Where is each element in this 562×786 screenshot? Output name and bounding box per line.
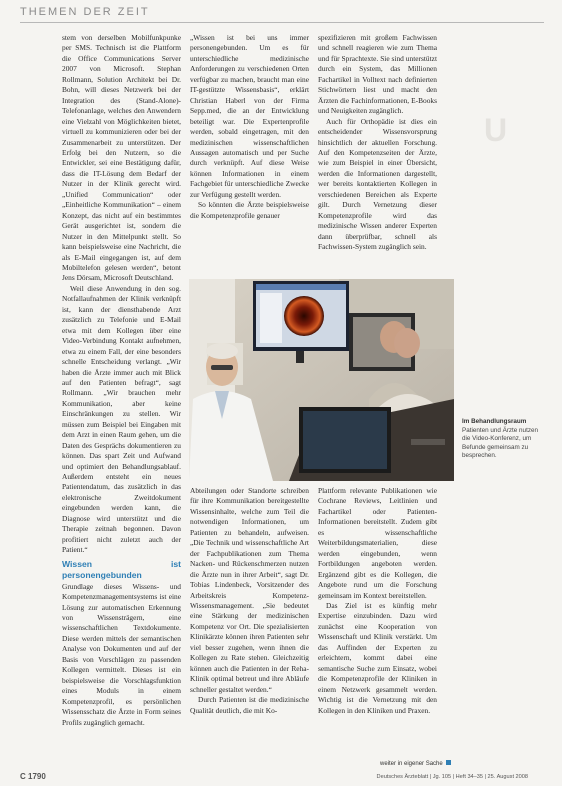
paragraph: stem von derselben Mobilfunkpunke per SMS. Technisch ist die Plattform die Office Communications Server 2007 von Microsoft. Stephan Rollmann, Solution Architekt bei Dr. Bohn, will dieses Netzwerk bei der Integration des (Stand-Alone)-Telefonanlage, welches den Anwendern eine Vielzahl von Möglichkeiten bietet, virtuell zu kommunizieren oder bei der Zusammenarbeit zu unterstützen. Der Erfolg bei den Nutzern, so die Entwickler, sei eine Bestätigung dafür, dass die IT-Lösung dem Bedarf der Nutzer in der Klinik gerecht wird. „Unified Communication“ oder „Einheitliche Kommunikation“ – einem Konzept, das nicht auf ein bestimmtes Gerät ausgerichtet ist, sondern die Nutzer in den Mittelpunkt stellt. So kann beispielsweise eine Nachricht, die als E-Mail eingegangen ist, auf dem Mobiltelefon gelesen werden“, betont Jens Dörsam, Microsoft Deutschland. [62, 33, 181, 283]
section-subheading: Wissen ist personengebunden [62, 558, 181, 580]
paragraph: So könnten die Ärzte beispielsweise die Kompetenzprofile genauer [190, 200, 309, 220]
paragraph: Abteilungen oder Standorte schreiben für ihre Kommunikation bereitgestellte Wissensinhalte, welche zum Teil die notwendigen Informationen, um Patienten zu behandeln, aufweisen. „Die Technik und wissenschaftliche Art der Fachpublikationen zum Thema Nacken- und Rückenschmerzen nutzen die Ärzte nun in ihrer Arbeit“, sagt Dr. Tobias Lindenbeck, Vorsitzender des Arbeitskreis Kompetenz-Wissensmanagement. „Sie bedeutet eine Stärkung der medizinischen Kompetenz vor Ort. Die spezialisierten Klinikärzte können ihren Patienten sehr viel besser zugehen, wenn ihnen die Kollegen zu Rate stehen. Gleichzeitig können auch die Patienten in der Reha-Klinik optimal betreut und ihre Abläufe schneller gestaltet werden.“ [190, 486, 309, 694]
journal-citation: Deutsches Ärzteblatt | Jg. 105 | Heft 34–35 | 25. August 2008 [376, 774, 528, 780]
continued-label: weiter in eigener Sache [380, 761, 443, 767]
article-column-2 [190, 33, 309, 273]
paragraph: Auch für Orthopädie ist dies ein entscheidender Wissensvorsprung hinsichtlich der aktuellen Forschung. Auf den Kompetenzseiten der Ärzte, wie zum Beispiel in einer Übersicht, werden die Informationen dargestellt, wer bereits kontaktierten Kollegen in verschiedenen Bereichen als Experte gilt. Durch Vernetzung dieser Kompetenzprofile wird das medizinische Wissen anderer Experten dann überprüfbar, schnell als Fachwissen-System zugänglich sein. [318, 116, 437, 252]
end-square-icon [446, 760, 451, 765]
article-column-3-lower [318, 486, 437, 762]
paragraph: „Wissen ist bei uns immer personengebunden. Um es für unterschiedliche medizinische Anforderungen zu verschiedenen Orten verfügbar zu machen, braucht man eine IT-gestützte Wissensbasis“, erklärt Christian Haberl von der Firma Sepp.med, die an der Entwicklung beteiligt war. Die Expertenprofile werden, sobald eingetragen, mit den medizinischen wissenschaftlichen Aussagen automatisch und per Suche durch verknüpft. Auf diese Weise können Informationen in einem Fachgebiet für unterschiedliche Zwecke zur Verfügung gestellt werden. [190, 33, 309, 199]
photo-caption [462, 418, 546, 461]
endoscopy-image [284, 296, 324, 336]
article-photo [189, 279, 454, 481]
paragraph: Das Ziel ist es künftig mehr Expertise einzubinden. Dazu wird zunächst eine Kooperation von Wissenschaft und Klinik verstärkt. Um das Auffinden der Experten zu erleichtern, kommt dabei eine semantische Suche zum Einsatz, wobei die Kompetenzprofile der Kliniken in einem Netzwerk gesammelt werden. Wichtig ist die Vernetzung mit den Kollegen in den Kliniken und Praxen. [318, 600, 437, 715]
second-doctor-face [394, 328, 420, 358]
continued-marker [380, 760, 451, 767]
ghost-letter: U [484, 112, 508, 148]
screen-panel [260, 293, 282, 343]
glasses [211, 365, 233, 370]
section-header: THEMEN DER ZEIT [20, 6, 150, 18]
caption-text: Patienten und Ärzte nutzen die Video-Konferenz, um Befunde gemeinsam zu besprechen. [462, 426, 538, 460]
paragraph: Durch Patienten ist die medizinische Qualität deutlich, die mit Ko- [190, 695, 309, 715]
article-column-3 [318, 33, 437, 273]
header-rule [20, 22, 544, 23]
page-number: C 1790 [20, 772, 46, 781]
paragraph: spezifizieren mit großem Fachwissen und schnell reagieren wie zum Thema und für Sprachtexte. Sie sind unterstützt durch ein System, das Millionen Fachartikel in Volltext nach definierten Stichwörtern liest und macht den Ärzten die Fachinformationen, E-Books und Neuigkeiten zugänglich. [318, 33, 437, 116]
front-screen [303, 411, 387, 469]
photo-illustration [189, 279, 454, 481]
keyboard [411, 439, 445, 445]
paragraph: Plattform relevante Publikationen wie Cochrane Reviews, Leitlinien und Fachartikel oder Patienten-Informationen bereitstellt. Zudem gibt es wissenschaftliche Weiterbildungsmaterialien, diese werden eingebunden, wenn Fortbildungen angeboten werden. Ergänzend gibt es die Kollegen, die Angebote rund um die Forschung gemeinsam im Kontext bereitstellen. [318, 486, 437, 600]
paragraph: Weil diese Anwendung in den sog. Notfallaufnahmen der Klinik verknüpft ist, kann der diensthabende Arzt zusätzlich zu Telefonie und E-Mail etwa mit dem Kollegen über eine Video-Verbindung Kontakt aufnehmen, etwa zu einem Fall, der eine besonders schnelle Entscheidung verlangt. „Wir haben die Ärzte immer auch mit Blick auf den Patienten befragt“, sagt Rollmann. „Wir brauchen mehr Kommunikation, aber keine Einschränkungen zu stellen. Wir müssen zum Beispiel bei Eingaben mit dem Arzt in einen Raum gehen, um die Daten des Gesprächs dokumentieren zu können. Das spart Zeit und Aufwand und optimiert den Behandlungsablauf. Außerdem entsteht ein neues Patientendatum, das zusätzlich in das elektronische Zweitdokument eingebunden werden kann, die Diagnose wird unterstützt und die Therapie zeitnah begonnen. Davon profitiert nicht zuletzt auch der Patient.“ [62, 283, 181, 555]
caption-title: Im Behandlungsraum [462, 418, 527, 425]
paragraph: Grundlage dieses Wissens- und Kompetenzmanagementsystems ist eine Lösung zur automatischen Erkennung von Wissensträgern, eine wissenschaftlichen Textdokumente. Diese werden mittels der semantischen Analyse von Dokumenten und auf der Basis von Vorschlägen zu passenden Kollegen vermittelt. Dieses ist ein beispielsweise die Vorschlagsfunktion eines Moduls in einem Kompetenzprofil, es persönlichen Wissensschatz die Ärzte in Form seines Profils zugänglich gemacht. [62, 581, 181, 727]
monitor-stand [296, 351, 304, 363]
doctor-hair [206, 343, 238, 359]
screen-titlebar [256, 284, 346, 290]
article-column-2-lower [190, 486, 309, 770]
article-column-1 [62, 33, 181, 770]
